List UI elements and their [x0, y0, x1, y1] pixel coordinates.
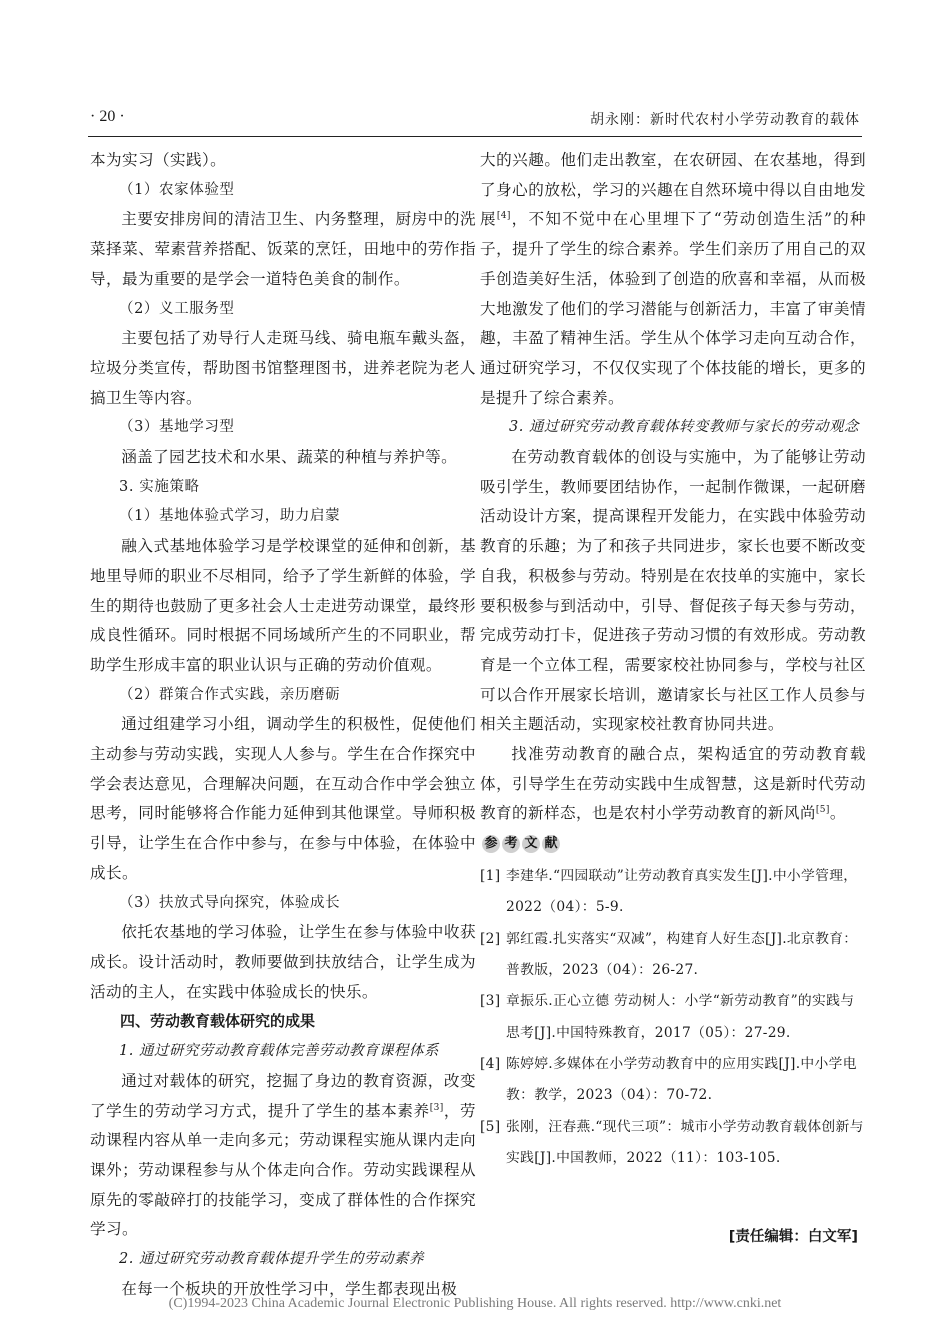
subsection-heading: （2）义工服务型 — [119, 300, 235, 317]
subsection-heading: 3. 实施策略 — [119, 478, 200, 495]
paragraph: 在劳动教育载体的创设与实施中，为了能够让劳动吸引学生，教师要团结协作，一起制作微课，一起研磨活动设计方案，提高课程开发能力，在实践中体验劳动教育的乐趣；为了和孩子共同进步，家长也要不断改变自我，积极参与劳动。特别是在农技单的实施中，家长要积极参与到活动中，引导、督促孩子每天参与劳动，完成劳动打卡，促进孩子劳动习惯的有效形成。劳动教育是一个立体工程，需要家校社协同参与，学校与社区可以合作开展家长培训，邀请家长与社区工作人员参与相关主题活动，实现家校社教育协同共进。 — [480, 448, 866, 734]
citation-marker: [5] — [815, 805, 830, 816]
reference-text: 张刚，汪春燕.“现代三项”：城市小学劳动教育载体创新与实践[J].中国教师，2022（11）：103-105. — [506, 1118, 864, 1166]
paragraph-text: ，劳动课程内容从单一走向多元；劳动课程实施从课内走向课外；劳动课程参与从个体走向合作。劳动实践课程从原先的零敲碎打的技能学习，变成了群体性的合作探究学习。 — [90, 1101, 476, 1239]
reference-number: [2] — [480, 930, 501, 947]
citation-marker: [3] — [429, 1102, 444, 1113]
references-title-char: 献 — [542, 835, 560, 853]
reference-number: [1] — [480, 868, 501, 885]
paragraph: 在每一个板块的开放性学习中，学生都表现出极 — [121, 1279, 458, 1298]
references-title-char: 参 — [482, 835, 500, 853]
paragraph: 本为实习（实践）。 — [90, 151, 227, 169]
left-column — [90, 146, 476, 1304]
reference-text: 陈婷婷.多媒体在小学劳动教育中的应用实践[J].中小学电教：教学，2023（04）：70-72. — [506, 1055, 857, 1104]
citation-marker: [4] — [496, 211, 511, 222]
paragraph: 依托农基地的学习体验，让学生在参与体验中收获成长。设计活动时，教师要做到扶放结合，让学生成为活动的主人，在实践中体验成长的快乐。 — [90, 923, 476, 1001]
references-title-char: 考 — [502, 835, 520, 853]
references-title — [482, 835, 866, 857]
paragraph-text: 通过对载体的研究，挖掘了身边的教育资源，改变了学生的劳动学习方式，提升了学生的基本素养 — [90, 1071, 476, 1120]
paragraph-text: 大的兴趣。他们走出教室，在农研园、在农基地，得到了身心的放松，学习的兴趣在自然环境中得以自由地发展 — [480, 151, 866, 229]
paragraph: 主要安排房间的清洁卫生、内务整理，厨房中的洗菜择菜、荤素营养搭配、饭菜的烹饪，田地中的劳作指导，最为重要的是学会一道特色美食的制作。 — [90, 210, 476, 288]
reference-number: [3] — [480, 993, 501, 1010]
right-column — [480, 146, 866, 1174]
copyright-footer: (C)1994-2023 China Academic Journal Electronic Publishing House. All rights reserved. http://www.cnki.net — [168, 1296, 782, 1311]
paragraph — [90, 1067, 476, 1245]
subsection-heading: 3. 通过研究劳动教育载体转变教师与家长的劳动观念 — [509, 419, 859, 436]
paragraph: 融入式基地体验学习是学校课堂的延伸和创新，基地里导师的职业不尽相同，给予了学生新鲜的体验，学生的期待也鼓励了更多社会人士走进劳动课堂，最终形成良性循环。同时根据不同场域所产生的不同职业，帮助学生形成丰富的职业认识与正确的劳动价值观。 — [90, 537, 476, 674]
paragraph: 通过组建学习小组，调动学生的积极性，促使他们主动参与劳动实践，实现人人参与。学生在合作探究中学会表达意见，合理解决问题，在互动合作中学会独立思考，同时能够将合作能力延伸到其他课堂。导师积极引导，让学生在合作中参与，在参与中体验，在体验中成长。 — [90, 715, 476, 882]
reference-text: 李建华.“四园联动”让劳动教育真实发生[J].中小学管理，2022（04）：5-9. — [506, 868, 858, 916]
paragraph-text: 找准劳动教育的融合点，架构适宜的劳动教育载体，引导学生在劳动实践中生成智慧，这是新时代劳动教育的新样态，也是农村小学劳动教育的新风尚 — [480, 745, 866, 823]
paragraph: 涵盖了园艺技术和水果、蔬菜的种植与养护等。 — [121, 448, 458, 467]
running-title: 胡永刚：新时代农村小学劳动教育的载体 — [590, 112, 860, 128]
reference-text: 郭红霞.扎实落实“双减”，构建育人好生态[J].北京教育：普教版，2023（04）：26-27. — [506, 930, 858, 979]
references-title-char: 文 — [522, 835, 540, 853]
subsection-heading: （1）基地体验式学习，助力启蒙 — [119, 508, 341, 525]
paragraph — [480, 146, 866, 413]
section-heading: 四、劳动教育载体研究的成果 — [120, 1012, 316, 1031]
page-header — [88, 104, 862, 137]
reference-item — [480, 1112, 866, 1175]
paragraph-text: 。 — [829, 804, 846, 823]
paragraph-text: ，不知不觉中在心里埋下了“劳动创造生活”的种子，提升了学生的综合素养。学生们亲历了用自己的双手创造美好生活，体验到了创造的欣喜和幸福，从而极大地激发了他们的学习潜能与创新活力，丰富了审美情趣，丰盈了精神生活。学生从个体学习走向互动合作，通过研究学习，不仅仅实现了个体技能的增长，更多的是提升了综合素养。 — [480, 210, 866, 407]
subsection-heading: （1）农家体验型 — [119, 181, 235, 198]
paragraph: 主要包括了劝导行人走斑马线、骑电瓶车戴头盔，垃圾分类宣传，帮助图书馆整理图书，进养老院为老人搞卫生等内容。 — [90, 329, 476, 407]
reference-item — [480, 1049, 866, 1112]
reference-item — [480, 986, 866, 1049]
reference-item — [480, 861, 866, 924]
subsection-heading: 2. 通过研究劳动教育载体提升学生的劳动素养 — [119, 1251, 424, 1268]
reference-number: [5] — [480, 1118, 501, 1135]
subsection-heading: （3）扶放式导向探究，体验成长 — [119, 894, 341, 911]
subsection-heading: 1. 通过研究劳动教育载体完善劳动教育课程体系 — [119, 1043, 439, 1060]
page-number: · 20 · — [90, 108, 125, 125]
paragraph — [480, 740, 866, 829]
subsection-heading: （3）基地学习型 — [119, 419, 235, 436]
responsible-editor: [责任编辑：白文军] — [728, 1229, 858, 1245]
reference-text: 章振乐.正心立德 劳动树人：小学“新劳动教育”的实践与思考[J].中国特殊教育，2017（05）：27-29. — [506, 993, 855, 1041]
subsection-heading: （2）群策合作式实践，亲历磨砺 — [119, 686, 341, 703]
reference-number: [4] — [480, 1055, 501, 1072]
reference-item — [480, 924, 866, 987]
